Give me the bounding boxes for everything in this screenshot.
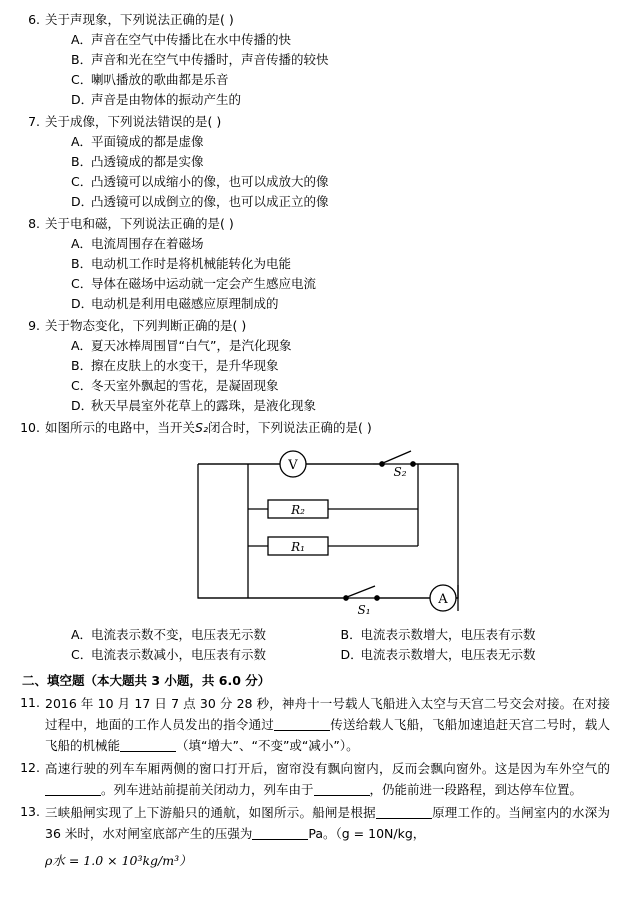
option-label: A． — [71, 338, 93, 353]
option-a — [45, 30, 610, 50]
resistor2-label: R₂ — [290, 503, 305, 517]
option-b — [45, 50, 610, 70]
option-b — [45, 356, 610, 376]
option-b — [45, 152, 610, 172]
option-text: 导体在磁场中运动就一定会产生感应电流 — [91, 276, 317, 291]
option-row-cd — [45, 645, 610, 665]
voltmeter-label: V — [287, 458, 298, 473]
option-text: 凸透镜成的都是实像 — [91, 154, 204, 169]
option-c — [71, 645, 341, 665]
text-part: 高速行驶的列车车厢两侧的窗口打开后，窗帘没有飘向窗内，反而会飘向窗外。这是因为车外空气的 — [45, 761, 610, 776]
question-number: 11. — [20, 695, 40, 710]
option-label: C． — [71, 276, 93, 291]
question-number: 13. — [20, 804, 40, 819]
question-number: 9. — [28, 318, 40, 333]
question-number: 10. — [20, 420, 40, 435]
option-label: B． — [71, 358, 93, 373]
option-d — [45, 90, 610, 110]
ammeter-label: A — [437, 592, 448, 607]
option-text: 电动机工作时是将机械能转化为电能 — [91, 256, 292, 271]
question-stem — [45, 693, 610, 756]
option-label: C． — [71, 174, 93, 189]
text-part: （填“增大”、“不变”或“减小”）。 — [176, 738, 359, 753]
question-6 — [14, 10, 610, 110]
option-label: C． — [71, 72, 93, 87]
option-text: 凸透镜可以成倒立的像，也可以成正立的像 — [91, 194, 329, 209]
text-part: 原理工作的。当闸室内的水深为 36 米时，水对闸室底部产生的压强为 — [45, 805, 610, 841]
option-b — [341, 625, 611, 645]
option-text: 电流表示数增大，电压表有示数 — [360, 627, 536, 642]
text-part: 2016 年 10 月 17 日 7 点 30 分 28 秒，神舟十一号载人飞船进入太空与天宫二号交会对接。在对接过程中，地面的工作人员发出的指令通过 — [45, 696, 610, 732]
text-part: 三峡船闸实现了上下游船只的通航，如图所示。船闸是根据 — [45, 805, 376, 820]
question-13 — [14, 802, 610, 871]
option-a — [45, 132, 610, 152]
option-text: 电流表示数增大，电压表无示数 — [360, 647, 536, 662]
question-8 — [14, 214, 610, 314]
option-c — [45, 70, 610, 90]
option-text: 擦在皮肤上的水变干，是升华现象 — [91, 358, 279, 373]
option-text: 电流表示数减小，电压表有示数 — [91, 647, 267, 662]
question-number: 12. — [20, 760, 40, 775]
option-label: D． — [71, 398, 94, 413]
option-text: 夏天冰棒周围冒“白气”，是汽化现象 — [91, 338, 292, 353]
question-number: 7. — [28, 114, 40, 129]
question-10 — [14, 418, 610, 665]
option-c — [45, 274, 610, 294]
option-label: B． — [340, 627, 362, 642]
question-stem: 关于成像，下列说法错误的是( ) — [45, 114, 222, 129]
option-text: 秋天早晨室外花草上的露珠，是液化现象 — [91, 398, 317, 413]
option-b — [45, 254, 610, 274]
resistor1-label: R₁ — [290, 540, 305, 554]
option-label: B． — [71, 256, 93, 271]
option-text: 电动机是利用电磁感应原理制成的 — [91, 296, 279, 311]
option-label: A． — [71, 32, 93, 47]
option-d — [45, 192, 610, 212]
option-label: A． — [71, 236, 93, 251]
option-label: D． — [340, 647, 363, 662]
answer-blank[interactable] — [376, 805, 432, 819]
question-number: 6. — [28, 12, 40, 27]
section-heading: 二、填空题（本大题共 3 小题，共 6.0 分） — [22, 673, 271, 688]
answer-blank[interactable] — [45, 782, 101, 796]
density-formula: ρ水 = 1.0 × 10³kg/m³） — [45, 853, 192, 868]
option-d — [45, 396, 610, 416]
option-c — [45, 376, 610, 396]
option-c — [45, 172, 610, 192]
question-7 — [14, 112, 610, 212]
option-d — [341, 645, 611, 665]
answer-blank[interactable] — [274, 717, 330, 731]
option-text: 声音是由物体的振动产生的 — [91, 92, 242, 107]
question-9 — [14, 316, 610, 416]
option-label: B． — [71, 52, 93, 67]
option-text: 声音和光在空气中传播时，声音传播的较快 — [91, 52, 329, 67]
option-label: D． — [71, 296, 94, 311]
option-text: 声音在空气中传播比在水中传播的快 — [91, 32, 292, 47]
stem-part-2: 闭合时，下列说法正确的是( ) — [207, 420, 372, 435]
text-part: 。列车进站前提前关闭动力，列车由于 — [101, 782, 314, 797]
option-label: D． — [71, 194, 94, 209]
option-label: B． — [71, 154, 93, 169]
text-part: 传送给载人飞船，飞船加速追赶天宫二号时，载人飞船的机械能 — [45, 717, 610, 753]
answer-blank[interactable] — [120, 738, 176, 752]
option-label: A． — [71, 627, 93, 642]
question-stem — [45, 758, 610, 800]
option-label: A． — [71, 134, 93, 149]
option-text: 平面镜成的都是虚像 — [91, 134, 204, 149]
question-number: 8. — [28, 216, 40, 231]
question-stem — [45, 802, 610, 871]
stem-switch-label: S₂ — [195, 420, 208, 435]
circuit-diagram — [45, 446, 610, 621]
option-label: C． — [71, 647, 93, 662]
question-stem: 关于电和磁，下列说法正确的是( ) — [45, 216, 234, 231]
option-row-ab — [45, 625, 610, 645]
answer-blank[interactable] — [314, 782, 370, 796]
question-12 — [14, 758, 610, 800]
option-label: C． — [71, 378, 93, 393]
option-text: 喇叭播放的歌曲都是乐音 — [91, 72, 229, 87]
option-text: 电流周围存在着磁场 — [91, 236, 204, 251]
option-text: 电流表示数不变，电压表无示数 — [91, 627, 267, 642]
question-11 — [14, 693, 610, 756]
text-part: ，仍能前进一段路程，到达停车位置。 — [369, 782, 583, 797]
option-label: D． — [71, 92, 94, 107]
option-a — [45, 234, 610, 254]
option-a — [45, 336, 610, 356]
switch2-label: S₂ — [392, 465, 407, 479]
answer-blank[interactable] — [252, 826, 308, 840]
option-a — [71, 625, 341, 645]
text-part: Pa。（g = 10N/kg， — [308, 826, 426, 841]
option-d — [45, 294, 610, 314]
switch1-label: S₁ — [356, 603, 371, 617]
question-stem: 关于物态变化，下列判断正确的是( ) — [45, 318, 247, 333]
option-text: 凸透镜可以成缩小的像，也可以成放大的像 — [91, 174, 329, 189]
question-stem: 关于声现象，下列说法正确的是( ) — [45, 12, 234, 27]
circuit-svg — [168, 446, 488, 621]
stem-part-1: 如图所示的电路中，当开关 — [45, 420, 196, 435]
option-text: 冬天室外飘起的雪花，是凝固现象 — [91, 378, 279, 393]
question-stem — [45, 418, 610, 438]
